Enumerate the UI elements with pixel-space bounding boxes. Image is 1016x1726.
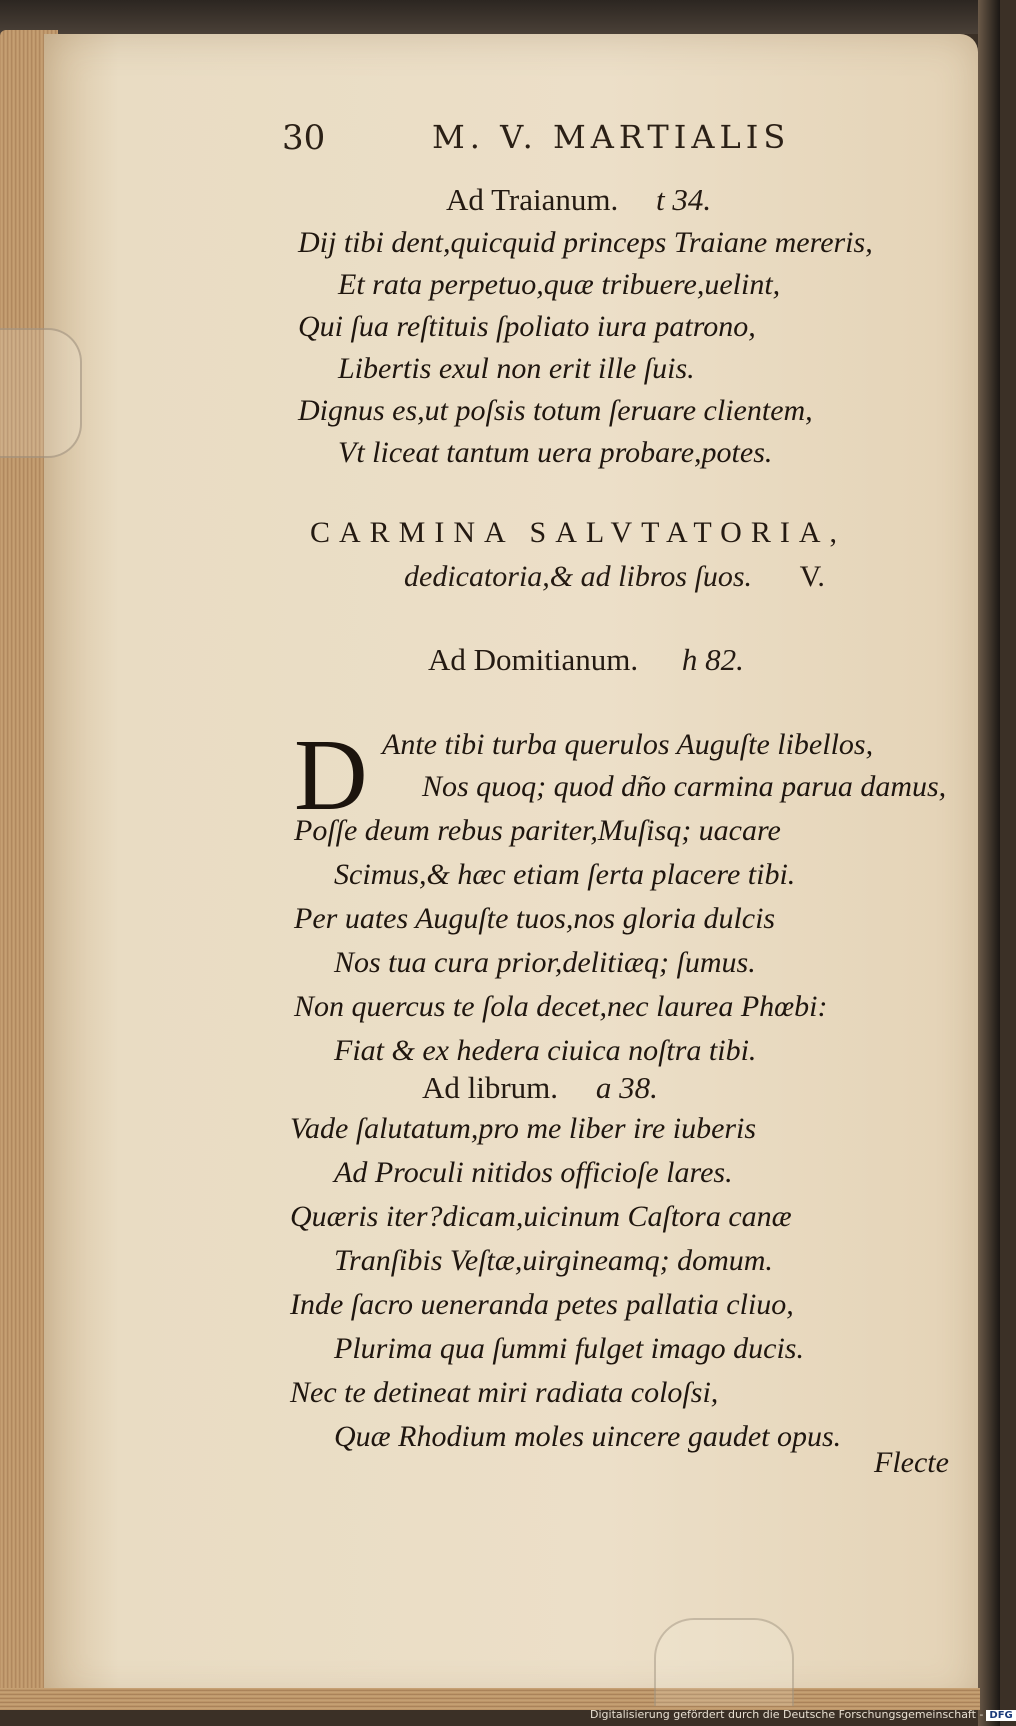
catchword: Flecte xyxy=(874,1446,949,1479)
verse-line: Qui ſua reſtituis ſpoliato iura patrono, xyxy=(298,310,756,343)
page-clip-bottom xyxy=(654,1618,794,1706)
page-number: 30 xyxy=(282,118,326,158)
verse-line: Dignus es,ut poſsis totum ſeruare clientem, xyxy=(298,394,813,427)
drop-cap-initial: D xyxy=(294,719,368,832)
poem-marker: a 38. xyxy=(595,1070,658,1105)
scan-right-border xyxy=(978,0,1000,1726)
verse-line: Non quercus te ſola decet,nec laurea Phœbi: xyxy=(294,990,828,1023)
digitization-credit: Digitalisierung gefördert durch die Deutsche Forschungsgemeinschaft - DFG xyxy=(590,1708,1016,1721)
verse-line: Inde ſacro ueneranda petes pallatia cliuo, xyxy=(290,1288,794,1321)
poem-marker: t 34. xyxy=(656,182,712,217)
verse-line: Per uates Auguſte tuos,nos gloria dulcis xyxy=(294,902,776,935)
running-title: M. V. MARTIALIS xyxy=(432,118,791,156)
section-title: CARMINA SALVTATORIA, xyxy=(310,516,846,549)
poem-title-ad-domitianum: Ad Domitianum. h 82. xyxy=(428,642,744,677)
verse-line: Fiat & ex hedera ciuica noſtra tibi. xyxy=(334,1034,757,1067)
page-clip-left xyxy=(0,328,82,458)
poem-marker: h 82. xyxy=(681,642,744,677)
book-bottom-edge xyxy=(0,1688,980,1710)
dfg-logo: DFG xyxy=(986,1710,1015,1721)
verse-line: Nos quoq; quod dño carmina parua damus, xyxy=(422,770,947,803)
page-header xyxy=(282,118,842,168)
poem-title-ad-traianum: Ad Traianum. t 34. xyxy=(446,182,712,217)
verse-line: Et rata perpetuo,quæ tribuere,uelint, xyxy=(338,268,781,301)
section-subtitle: dedicatoria,& ad libros ſuos. V. xyxy=(404,560,825,593)
poem-title-ad-librum: Ad librum. a 38. xyxy=(422,1070,658,1105)
verse-line: Vt liceat tantum uera probare,potes. xyxy=(338,436,773,469)
verse-line: Nos tua cura prior,delitiæq; ſumus. xyxy=(334,946,756,979)
verse-line: Dij tibi dent,quicquid princeps Traiane mereris, xyxy=(298,226,873,259)
section-number: V. xyxy=(799,560,825,593)
scan-top-border xyxy=(0,0,1000,34)
verse-line: Poſſe deum rebus pariter,Muſisq; uacare xyxy=(294,814,781,847)
verse-line: Plurima qua ſummi fulget imago ducis. xyxy=(334,1332,804,1365)
verse-line: Libertis exul non erit ille ſuis. xyxy=(338,352,695,385)
verse-line: Ante tibi turba querulos Auguſte libellos, xyxy=(382,728,874,761)
verse-line: Quæris iter?dicam,uicinum Caſtora canæ xyxy=(290,1200,792,1233)
verse-line: Vade ſalutatum,pro me liber ire iuberis xyxy=(290,1112,757,1145)
verse-line: Quæ Rhodium moles uincere gaudet opus. xyxy=(334,1420,842,1453)
verse-line: Scimus,& hæc etiam ſerta placere tibi. xyxy=(334,858,796,891)
verse-line: Ad Proculi nitidos officioſe lares. xyxy=(334,1156,733,1189)
verse-line: Tranſibis Veſtæ,uirgineamq; domum. xyxy=(334,1244,773,1277)
verse-line: Nec te detineat miri radiata coloſsi, xyxy=(290,1376,719,1409)
